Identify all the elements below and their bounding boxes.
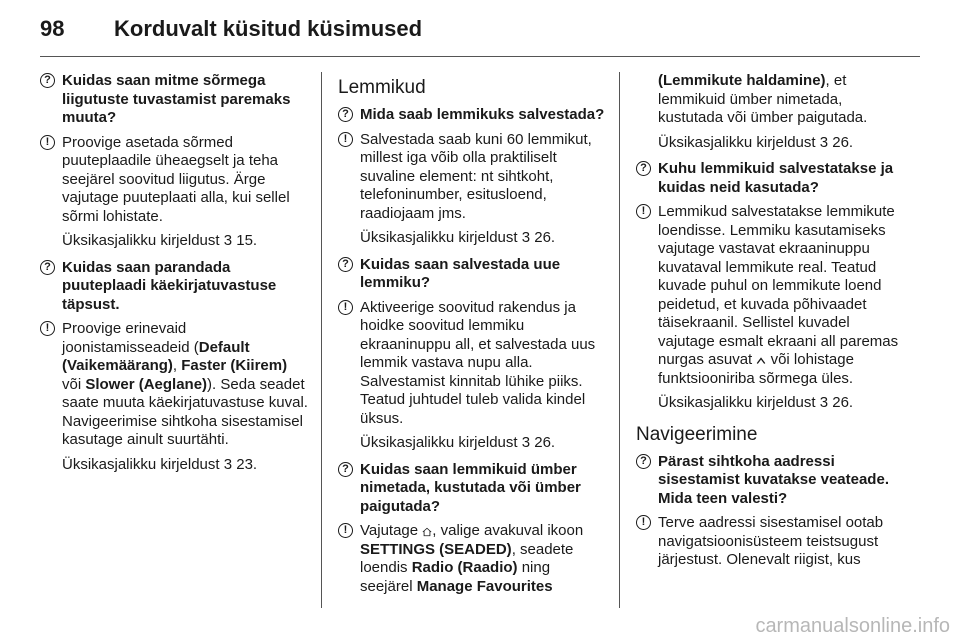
answer-text: ). Seda seadet saate muuta käekirjatuvastuse kuval. Navigeerimise sihtkoha sisestamisel kasutage ainult suurtähti. — [62, 375, 308, 448]
setting-name: Manage Favourites — [416, 577, 553, 595]
answer-icon: ! — [636, 515, 651, 530]
cross-reference — [636, 394, 904, 413]
watermark: carmanualsonline.info — [755, 615, 950, 637]
question-text: Kuidas saan parandada puuteplaadi käekirjatuvastuse täpsust. — [62, 258, 277, 313]
question-text: Kuhu lemmikuid salvestatakse ja kuidas neid kasutada? — [658, 160, 894, 196]
answer-block — [40, 320, 308, 450]
answer-icon: ! — [338, 523, 353, 538]
column-3 — [636, 72, 904, 576]
cross-reference — [636, 134, 904, 153]
question-icon: ? — [636, 454, 651, 469]
question-text: Pärast sihtkoha aadressi sisestamist kuvatakse veateade. Mida teen valesti? — [658, 452, 889, 507]
question-block — [338, 461, 606, 517]
question-text: Mida saab lemmikuks salvestada? — [360, 106, 605, 123]
answer-block — [636, 514, 904, 570]
setting-name: Radio (Raadio) — [411, 559, 518, 576]
answer-icon: ! — [338, 300, 353, 315]
cross-reference — [40, 232, 308, 251]
question-block — [338, 106, 606, 125]
question-icon: ? — [338, 107, 353, 122]
question-block — [636, 453, 904, 509]
answer-text: Proovige asetada sõrmed puuteplaadile üheaegselt ja teha seejärel soovitud liigutus. Ärge vajutage puuteplaati alla, kui sellel sõrmi lohistate. — [62, 133, 290, 225]
answer-text: või lohistage funktsiooniriba sõrmega üles. — [658, 351, 854, 387]
answer-block — [636, 203, 904, 388]
section-title: Navigeerimine — [636, 423, 758, 445]
answer-text: Terve aadressi sisestamisel ootab navigatsioonisüsteem teistsugust järjestust. Olenevalt riigist, kus — [658, 514, 884, 568]
page-header — [40, 16, 920, 48]
answer-icon: ! — [40, 321, 55, 336]
page-number: 98 — [40, 16, 65, 41]
answer-icon: ! — [40, 135, 55, 150]
page-ref-arrow-icon: 3 — [521, 229, 531, 246]
cross-reference — [40, 456, 308, 475]
question-block — [40, 259, 308, 315]
setting-name: Slower (Aeglane) — [85, 375, 208, 393]
reference-page: 26. — [832, 133, 854, 151]
answer-text: Aktiveerige soovitud rakendus ja hoidke soovitud lemmiku ekraaninuppu all, et salvestada uus lemmik vastava nupu alla. Salvestamist kinnitab lühike piiks. Teatud juhtudel tuleb valida kindel üksus. — [360, 298, 596, 427]
cross-reference — [338, 229, 606, 248]
question-text: Kuidas saan salvestada uue lemmiku? — [360, 255, 561, 291]
reference-page: 26. — [832, 394, 854, 411]
answer-icon: ! — [636, 204, 651, 219]
question-block — [338, 256, 606, 293]
question-icon: ? — [338, 257, 353, 272]
reference-text: Üksikasjalikku kirjeldust — [658, 394, 816, 411]
page-ref-arrow-icon: 3 — [521, 434, 531, 451]
answer-block — [338, 299, 606, 429]
setting-name: Faster (Kiirem) — [181, 357, 288, 374]
cross-reference — [338, 434, 606, 453]
answer-text: ning seejärel — [360, 559, 551, 595]
answer-text: Proovige erinevaid joonistamisseadeid ( — [62, 320, 199, 356]
answer-text: , — [172, 357, 182, 374]
page-ref-arrow-icon: 3 — [819, 394, 829, 411]
reference-text: Üksikasjalikku kirjeldust — [62, 232, 220, 249]
chevron-up-icon — [756, 356, 766, 366]
answer-text: , seadete loendis — [360, 540, 574, 576]
answer-text: Salvestada saab kuni 60 lemmikut, millest iga võib olla praktiliselt suvaline element: nt sihtkoht, telefoninumber, esitusloend, raadiojaam jms. — [360, 130, 592, 222]
setting-name: Default (Vaikemäärang) — [62, 338, 250, 374]
question-icon: ? — [338, 462, 353, 477]
question-text: Kuidas saan mitme sõrmega liigutuste tuvastamist paremaks muuta? — [62, 72, 291, 126]
reference-text: Üksikasjalikku kirjeldust — [62, 455, 220, 473]
answer-text: või — [62, 375, 86, 393]
column-1 — [40, 72, 308, 482]
answer-text: , valige avakuval ikoon — [432, 522, 584, 539]
setting-name: SETTINGS (SEADED) — [360, 540, 512, 558]
section-title: Lemmikud — [338, 77, 426, 98]
reference-text: Üksikasjalikku kirjeldust — [658, 133, 816, 151]
home-icon — [422, 527, 432, 537]
question-block — [40, 72, 308, 128]
page-title: Korduvalt küsitud küsimused — [114, 16, 423, 41]
question-text: Kuidas saan lemmikuid ümber nimetada, kustutada või ümber paigutada? — [360, 460, 581, 515]
page-ref-arrow-icon: 3 — [223, 455, 233, 473]
question-icon: ? — [636, 161, 651, 176]
reference-text: Üksikasjalikku kirjeldust — [360, 434, 518, 451]
answer-block — [338, 522, 606, 596]
setting-name: (Lemmikute haldamine) — [658, 72, 826, 89]
answer-continuation — [636, 72, 904, 128]
answer-text: Vajutage — [360, 522, 423, 539]
reference-page: 15. — [236, 232, 258, 249]
reference-page: 26. — [534, 434, 556, 451]
reference-text: Üksikasjalikku kirjeldust — [360, 229, 518, 246]
answer-text: , et lemmikuid ümber nimetada, kustutada või ümber paigutada. — [658, 72, 868, 126]
answer-block — [40, 134, 308, 227]
reference-page: 26. — [534, 229, 556, 246]
page-ref-arrow-icon: 3 — [223, 232, 233, 249]
column-divider-1 — [321, 72, 322, 608]
page-ref-arrow-icon: 3 — [819, 133, 829, 151]
answer-text: Lemmikud salvestatakse lemmikute loendisse. Lemmiku kasutamiseks vajutage vastavat ekraaninuppu kuvataval lemmikute real. Teatud kuvade puhul on lemmikute loend peidetud, et kuvada põhivaadet täisekraanil. Sellistel kuvadel vajutage esmalt ekraani all paremas nurgas asuvat — [658, 203, 899, 368]
reference-page: 23. — [236, 455, 258, 473]
header-divider — [40, 56, 920, 57]
question-icon: ? — [40, 73, 55, 88]
column-2 — [338, 72, 606, 602]
column-divider-2 — [619, 72, 620, 608]
question-icon: ? — [40, 260, 55, 275]
question-block — [636, 160, 904, 197]
answer-icon: ! — [338, 132, 353, 147]
answer-block — [338, 131, 606, 224]
